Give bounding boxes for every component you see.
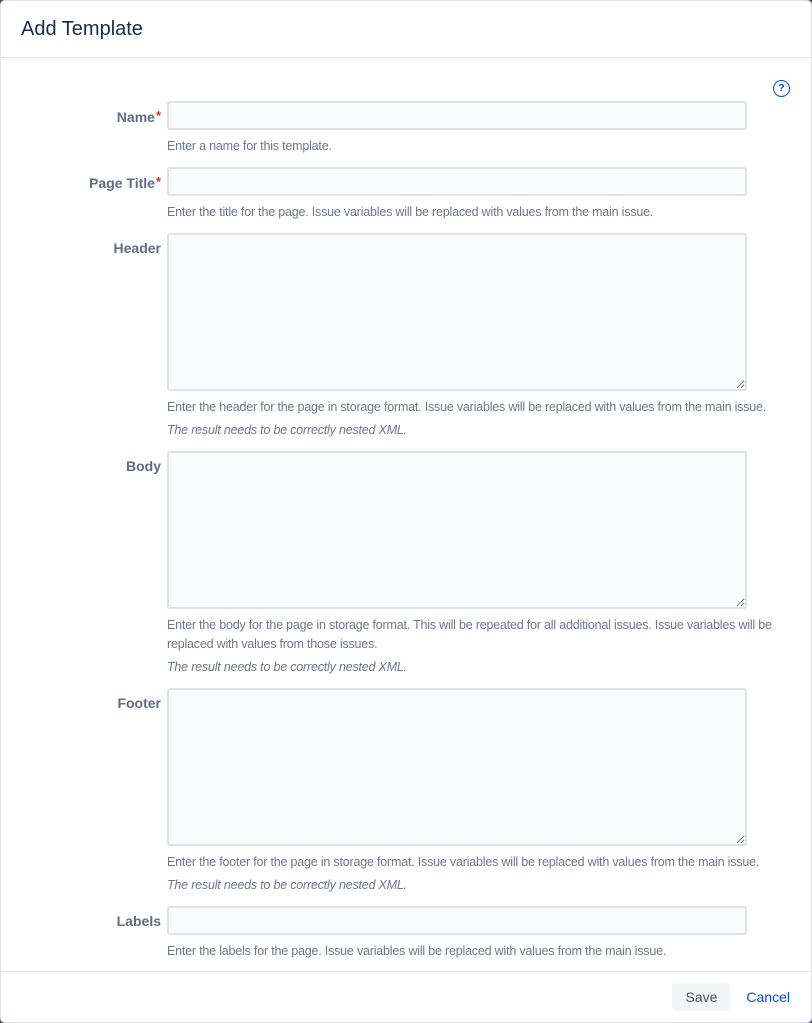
field-row-footer [21,688,791,895]
name-label-text: Name [116,109,155,125]
dialog-header [1,1,811,58]
footer-field-content [167,688,791,895]
dialog-form [1,58,811,971]
body-label [21,451,161,476]
labels-field-content [167,906,791,961]
body-xml-note: The result needs to be correctly nested XML. [167,660,407,674]
save-button[interactable]: Save [672,983,730,1011]
page-title-input[interactable] [167,167,747,196]
field-row-labels [21,906,791,961]
footer-textarea[interactable] [167,688,747,846]
labels-label [21,906,161,931]
field-row-name [21,101,791,156]
field-row-body [21,451,791,677]
footer-xml-note: The result needs to be correctly nested XML. [167,878,407,892]
header-label [21,233,161,258]
name-description: Enter a name for this template. [167,139,332,153]
required-asterisk: * [155,108,161,123]
header-description: Enter the header for the page in storage format. Issue variables will be replaced with values from the main issue. [167,400,767,414]
labels-input[interactable] [167,906,747,935]
labels-label-text: Labels [116,913,161,929]
page-title-field-content [167,167,791,222]
body-textarea[interactable] [167,451,747,609]
dialog-button-bar [1,971,811,1022]
name-input[interactable] [167,101,747,130]
page-title-label-text: Page Title [89,175,155,191]
header-label-text: Header [113,240,161,256]
header-xml-note: The result needs to be correctly nested XML. [167,423,407,437]
header-field-content [167,233,791,440]
name-label [21,101,161,127]
body-description: Enter the body for the page in storage format. This will be repeated for all additional issues. Issue variables will be replaced with values from those issues. [167,618,772,651]
name-field-content [167,101,791,156]
dialog-title: Add Template [21,18,143,40]
body-label-text: Body [126,458,161,474]
footer-label [21,688,161,713]
labels-description: Enter the labels for the page. Issue variables will be replaced with values from the main issue. [167,944,667,958]
footer-label-text: Footer [117,695,161,711]
field-row-page-title [21,167,791,222]
body-field-content [167,451,791,677]
required-asterisk: * [155,174,161,189]
page-title-label [21,167,161,193]
footer-description: Enter the footer for the page in storage format. Issue variables will be replaced with values from the main issue. [167,855,760,869]
page-title-description: Enter the title for the page. Issue variables will be replaced with values from the main issue. [167,205,654,219]
help-icon[interactable]: ? [773,80,790,97]
field-row-header [21,233,791,440]
header-textarea[interactable] [167,233,747,391]
cancel-link[interactable]: Cancel [746,989,790,1005]
